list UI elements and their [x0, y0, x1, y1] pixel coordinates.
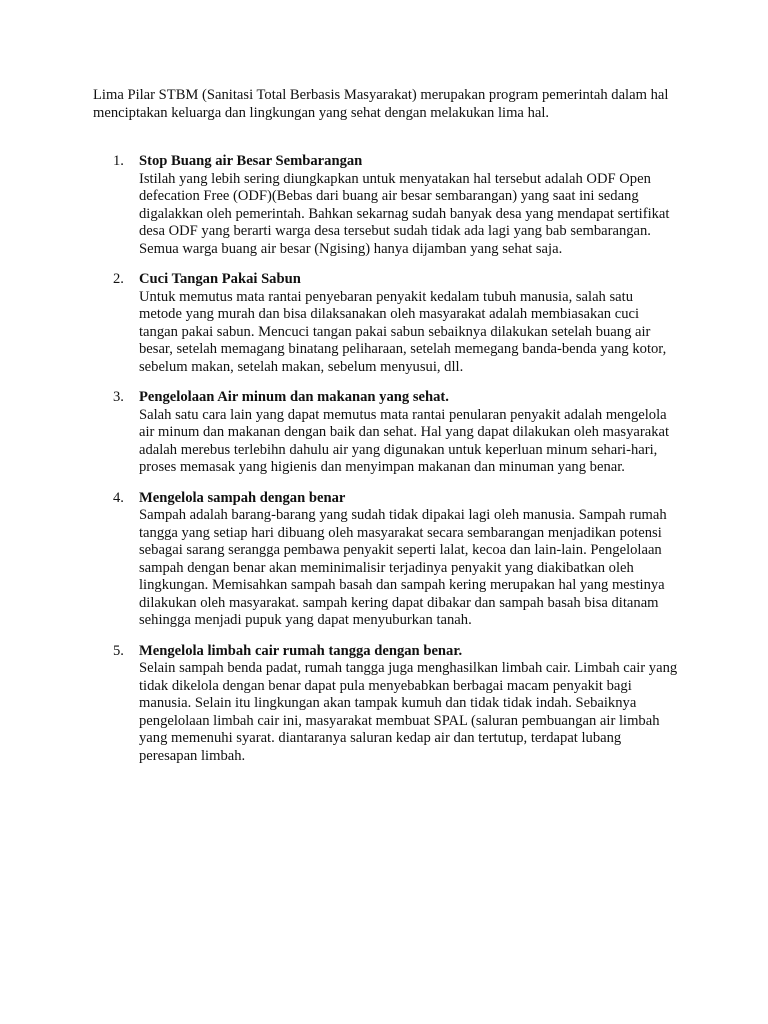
list-item-heading: Cuci Tangan Pakai Sabun	[139, 271, 301, 287]
list-item-number: 1.	[113, 153, 124, 169]
list-item-body: Selain sampah benda padat, rumah tangga juga menghasilkan limbah cair. Limbah cair yang tidak dikelola dengan benar dapat pula menyebabkan berbagai macam penyakit bagi manusia. Selain itu lingkungan akan tampak kumuh dan tidak tidak indah. Sebaiknya pengelolaan limbah cair ini, masyarakat membuat SPAL (saluran pembuangan air limbah yang memenuhi syarat. diantaranya saluran kedap air dan tertutup, terdapat lubang peresapan limbah.	[139, 660, 678, 764]
list-item-heading: Stop Buang air Besar Sembarangan	[139, 153, 363, 169]
list-item	[0, 643, 679, 766]
list-item-body: Istilah yang lebih sering diungkapkan untuk menyatakan hal tersebut adalah ODF Open defecation Free (ODF)(Bebas dari buang air besar sembarangan) yang saat ini sedang digalakkan oleh pemerintah. Bahkan sekarnag sudah banyak desa yang mendapat sertifikat desa ODF yang berarti warga desa tersebut sudah tidak ada lagi yang bab sembarangan. Semua warga buang air besar (Ngising) hanya dijamban yang sehat saja.	[139, 170, 670, 257]
list-item-heading: Pengelolaan Air minum dan makanan yang sehat.	[139, 389, 449, 405]
list-item-body: Salah satu cara lain yang dapat memutus mata rantai penularan penyakit adalah mengelola air minum dan makanan dengan baik dan sehat. Hal yang dapat dilakukan oleh masyarakat adalah merebus terlebihn dahulu air yang digunakan untuk keperluan minum sehari-hari, proses memasak yang higienis dan menyimpan makanan dan minuman yang benar.	[139, 406, 670, 475]
pillar-list	[0, 153, 768, 778]
list-item	[0, 271, 679, 376]
intro-paragraph: Lima Pilar STBM (Sanitasi Total Berbasis Masyarakat) merupakan program pemerintah dalam hal menciptakan keluarga dan lingkungan yang sehat dengan melakukan lima hal.	[93, 87, 669, 121]
list-item-body: Sampah adalah barang-barang yang sudah tidak dipakai lagi oleh manusia. Sampah rumah tangga yang setiap hari dibuang oleh masyarakat secara sembarangan menjadikan potensi sebagai sarang serangga pembawa penyakit seperti lalat, kecoa dan lain-lain. Pengelolaan sampah dengan benar akan meminimalisir terjadinya penyakit yang diakibatkan oleh lingkungan. Memisahkan sampah basah dan sampah kering merupakan hal yang mestinya dilakukan oleh masyarakat. sampah kering dapat dibakar dan sampah basah bisa ditanam sehingga menjadi pupuk yang dapat menyuburkan tanah.	[139, 507, 667, 628]
list-item	[0, 153, 679, 258]
list-item-number: 4.	[113, 489, 124, 506]
list-item-number: 5.	[113, 642, 124, 659]
list-item-heading: Mengelola sampah dengan benar	[139, 489, 346, 506]
list-item-heading: Mengelola limbah cair rumah tangga dengan benar.	[139, 642, 463, 659]
list-item	[0, 389, 679, 477]
list-item-number: 3.	[113, 389, 124, 405]
list-item	[0, 490, 679, 630]
list-item-number: 2.	[113, 271, 124, 287]
list-item-body: Untuk memutus mata rantai penyebaran penyakit kedalam tubuh manusia, salah satu metode yang murah dan bisa dilaksanakan oleh masyarakat adalah membiasakan cuci tangan pakai sabun. Mencuci tangan pakai sabun sebaiknya dilakukan setelah buang air besar, setelah memagang binatang peliharaan, setelah memegang banda-benda yang kotor, sebelum makan, setelah makan, sebelum menyusui, dll.	[139, 288, 667, 375]
